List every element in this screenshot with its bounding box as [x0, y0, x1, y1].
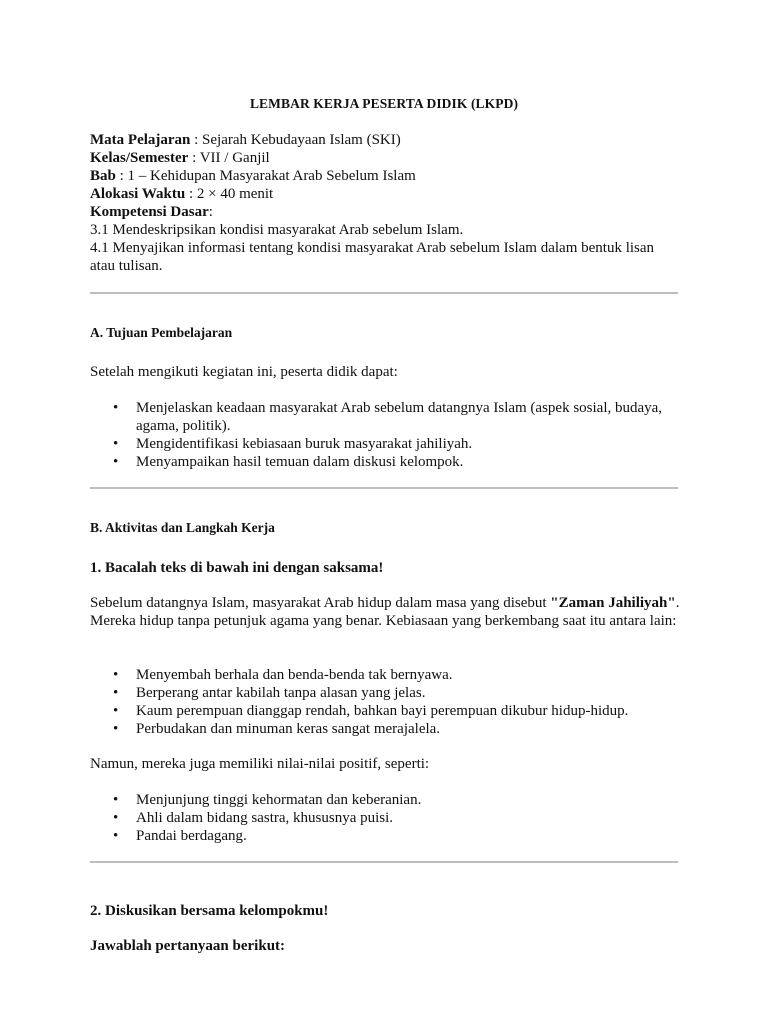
- chapter-label: Bab: [90, 168, 116, 184]
- reading-text-1: Sebelum datangnya Islam, masyarakat Arab hidup dalam masa yang disebut: [90, 595, 551, 611]
- subject-line: [90, 131, 680, 149]
- divider-1: [90, 292, 678, 294]
- section-a-title: A. Tujuan Pembelajaran: [90, 325, 233, 340]
- section-a-heading: [90, 324, 232, 342]
- time-allocation-value: : 2 × 40 menit: [185, 186, 274, 202]
- list-item: • Menyembah berhala dan benda-benda tak bernyawa.: [90, 666, 680, 684]
- reading-passage: [90, 594, 680, 630]
- list-item: • Ahli dalam bidang sastra, khususnya puisi.: [90, 809, 680, 827]
- step-1-title: 1. Bacalah teks di bawah ini dengan saksama!: [90, 560, 384, 576]
- class-semester-line: [90, 149, 680, 167]
- basic-competency-colon: :: [208, 204, 213, 220]
- competency-3-1: 3.1 Mendeskripsikan kondisi masyarakat Arab sebelum Islam.: [90, 222, 464, 238]
- list-item: • Menjunjung tinggi kehormatan dan keberanian.: [90, 791, 680, 809]
- section-b-title: B. Aktivitas dan Langkah Kerja: [90, 520, 275, 535]
- basic-competency-label: Kompetensi Dasar: [90, 204, 209, 220]
- class-semester-label: Kelas/Semester: [90, 150, 189, 166]
- section-a-intro: Setelah mengikuti kegiatan ini, peserta didik dapat:: [90, 364, 398, 380]
- document-metadata: [90, 131, 680, 275]
- time-allocation-label: Alokasi Waktu: [90, 186, 186, 202]
- divider-2: [90, 487, 678, 489]
- competency-4-1: 4.1 Menyajikan informasi tentang kondisi masyarakat Arab sebelum Islam dalam bentuk lisan atau tulisan.: [90, 240, 655, 274]
- list-item: • Menjelaskan keadaan masyarakat Arab sebelum datangnya Islam (aspek sosial, budaya, agama, politik).: [90, 399, 680, 435]
- time-allocation-line: [90, 185, 680, 203]
- list-item: • Kaum perempuan dianggap rendah, bahkan bayi perempuan dikubur hidup-hidup.: [90, 702, 680, 720]
- basic-competency-line: [90, 203, 680, 221]
- list-item: • Pandai berdagang.: [90, 827, 680, 845]
- divider-3: [90, 861, 678, 863]
- chapter-line: [90, 167, 680, 185]
- subject-value: : Sejarah Kebudayaan Islam (SKI): [190, 132, 401, 148]
- section-b-heading: [90, 519, 275, 537]
- positive-values-list: [90, 791, 680, 845]
- reading-term: "Zaman Jahiliyah": [550, 595, 676, 611]
- chapter-value: : 1 – Kehidupan Masyarakat Arab Sebelum Islam: [115, 168, 416, 184]
- subject-label: Mata Pelajaran: [90, 132, 191, 148]
- list-item: • Berperang antar kabilah tanpa alasan yang jelas.: [90, 684, 680, 702]
- list-item: • Perbudakan dan minuman keras sangat merajalela.: [90, 720, 680, 738]
- positive-values-intro: Namun, mereka juga memiliki nilai-nilai positif, seperti:: [90, 756, 430, 772]
- learning-objectives-list: [90, 399, 680, 471]
- list-item: • Menyampaikan hasil temuan dalam diskusi kelompok.: [90, 453, 680, 471]
- document-title: LEMBAR KERJA PESERTA DIDIK (LKPD): [249, 96, 519, 111]
- step-2-title: 2. Diskusikan bersama kelompokmu!: [90, 903, 329, 919]
- answer-prompt: Jawablah pertanyaan berikut:: [90, 938, 286, 954]
- class-semester-value: : VII / Ganjil: [188, 150, 270, 166]
- list-item: • Mengidentifikasi kebiasaan buruk masyarakat jahiliyah.: [90, 435, 680, 453]
- reading-text-2: . Mereka hidup tanpa petunjuk agama yang benar. Kebiasaan yang berkembang saat itu antara lain:: [90, 595, 680, 629]
- jahiliyah-habits-list: [90, 666, 680, 738]
